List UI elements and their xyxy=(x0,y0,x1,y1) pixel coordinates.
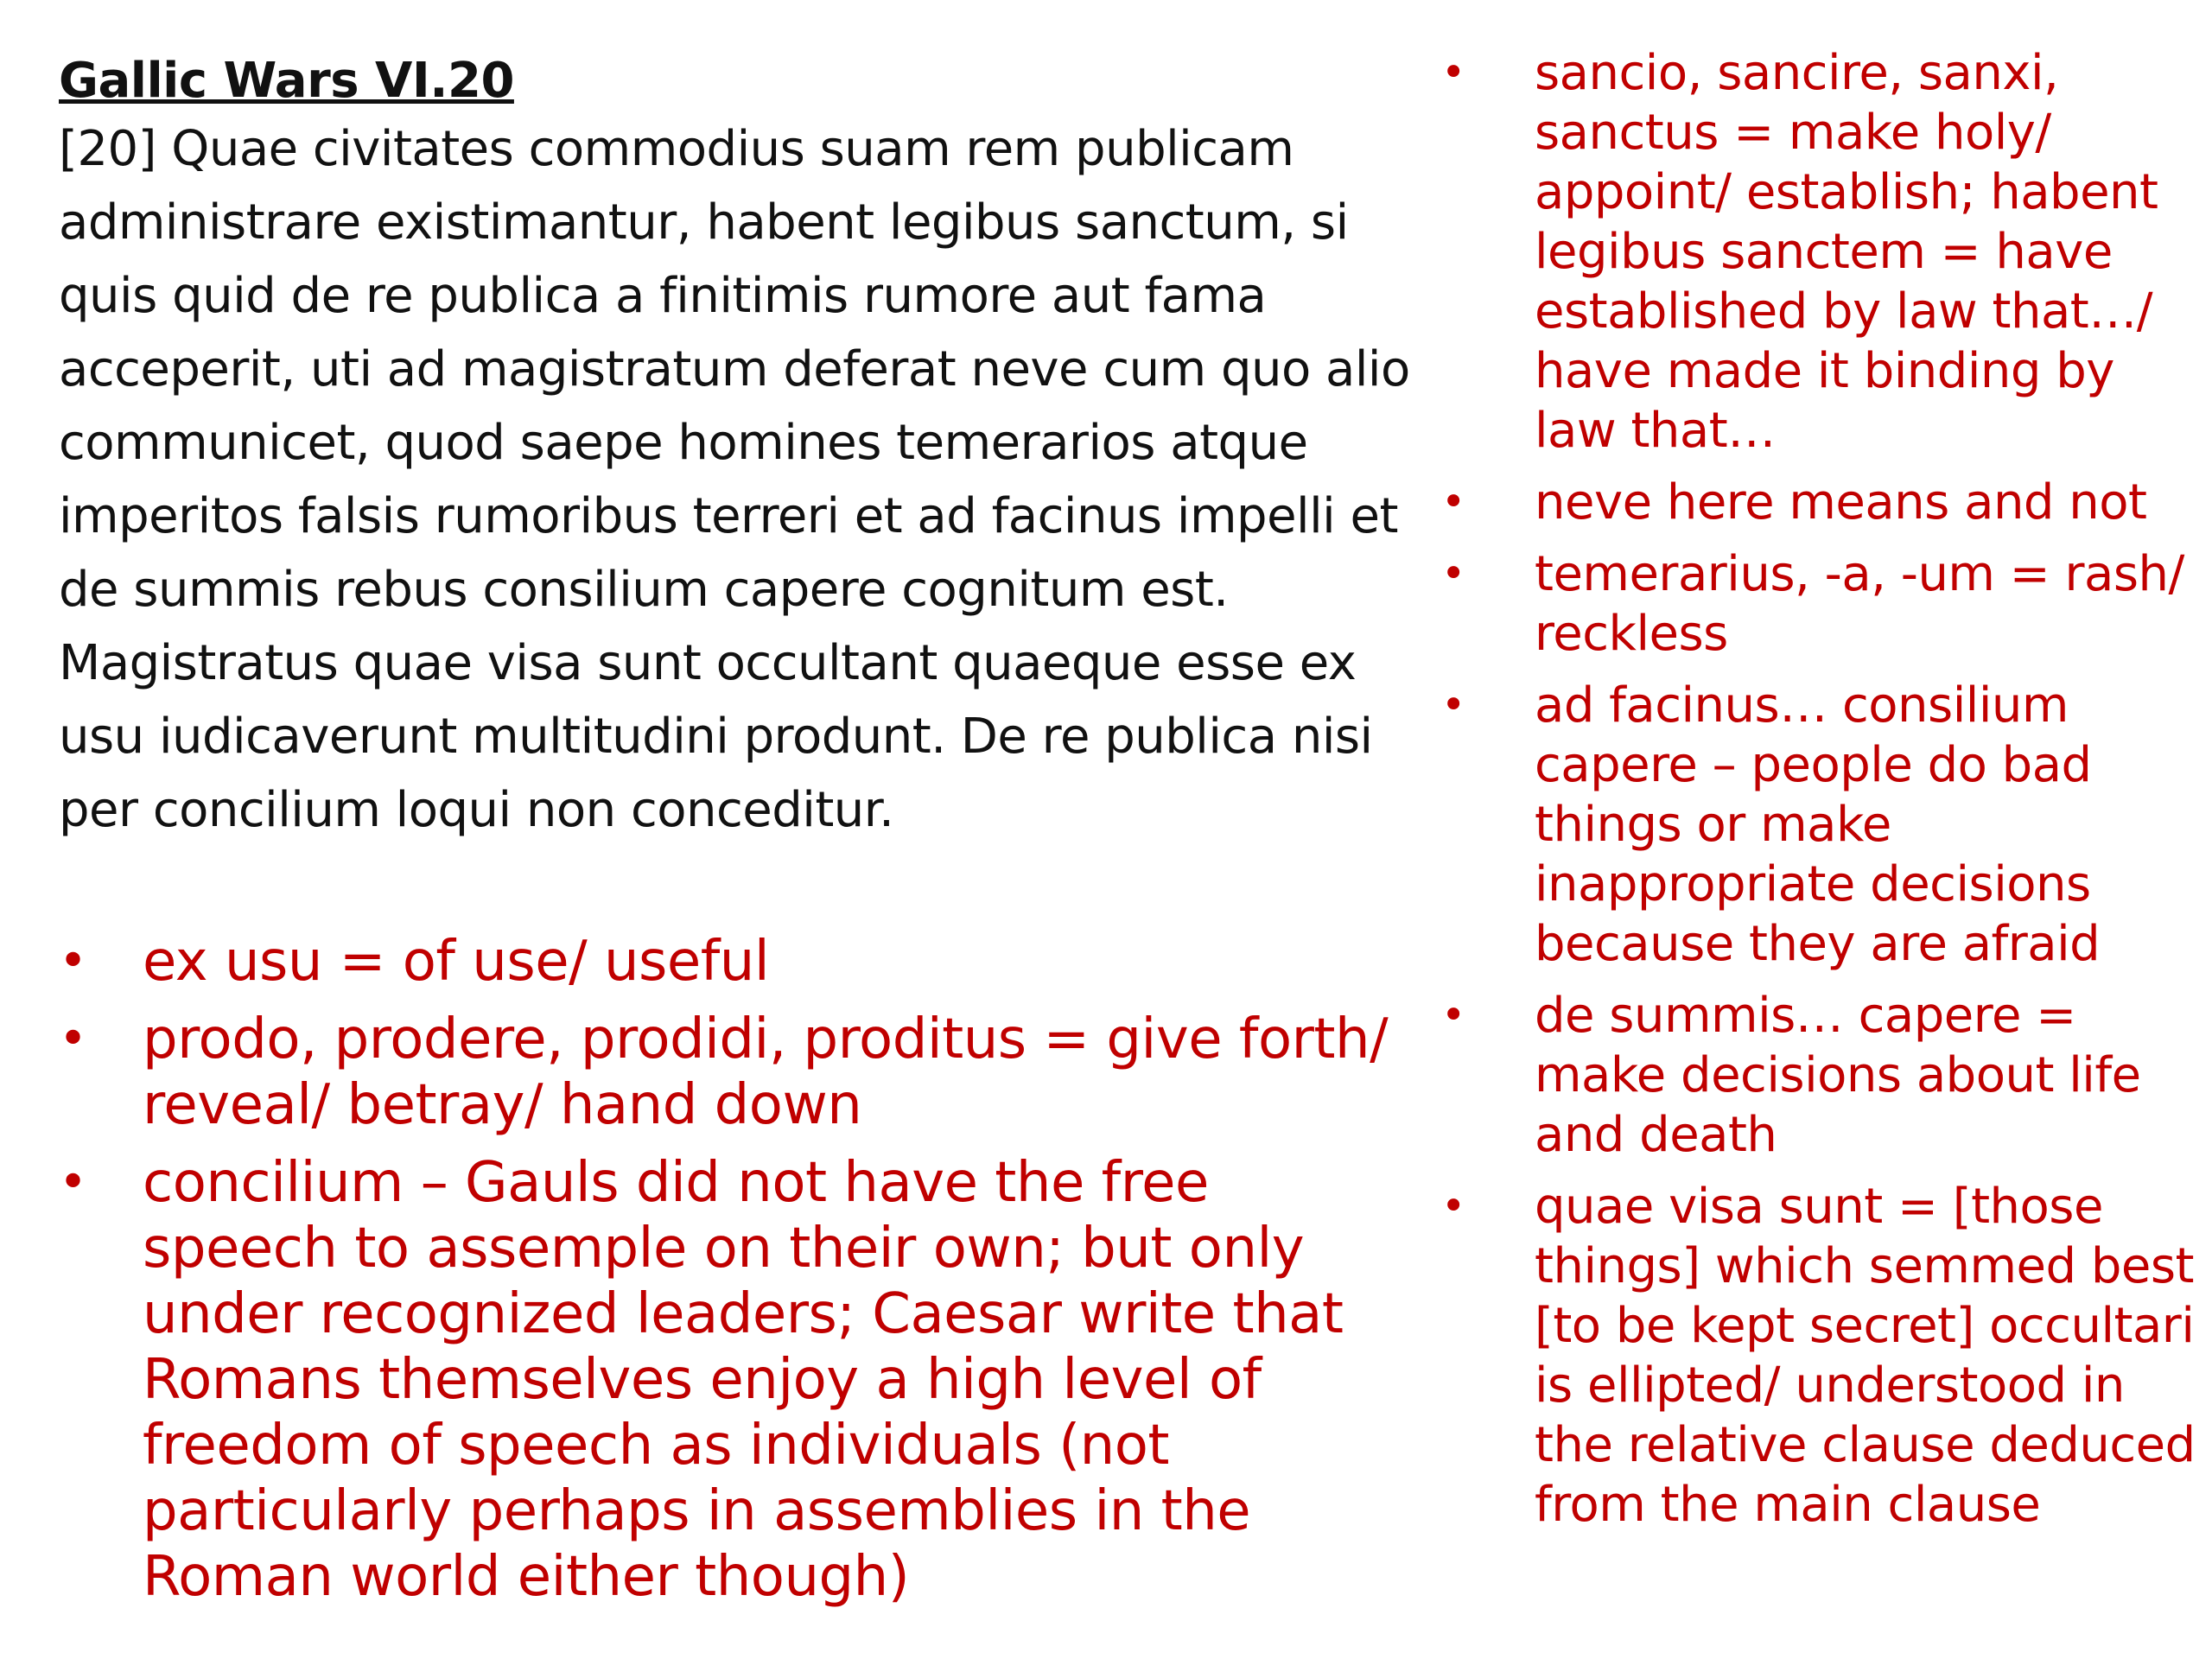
bullet-icon: • xyxy=(1441,1182,1465,1230)
note-text: concilium – Gauls did not have the free speech to assemple on their own; but only under recognized leaders; Caesar write that Romans themselves enjoy a high level of freedom of speech as individuals (not particularly perhaps in assemblies in the Roman world either though) xyxy=(143,1151,1344,1609)
latin-passage: [20] Quae civitates commodius suam rem publicam administrare existimantur, habent legibus sanctum, si quis quid de re publica a finitimis rumore aut fama acceperit, uti ad magistratum deferat neve cum quo alio communicet, quod saepe homines temerarios atque imperitos falsis rumoribus terreri et ad facinus impelli et de summis rebus consilium capere cognitum est. Magistratus quae visa sunt occultant quaeque esse ex usu iudicaverunt multitudini produnt. De re publica nisi per concilium loqui non conceditur. xyxy=(59,121,1410,838)
bullet-icon: • xyxy=(1441,478,1465,526)
note-item xyxy=(59,1150,1389,1610)
note-item xyxy=(1441,544,2202,664)
bullet-icon: • xyxy=(1441,550,1465,598)
note-text: quae visa sunt = [those things] which semmed best [to be kept secret] occultari is ellipted/ understood in the relative clause deduced from the main clause xyxy=(1535,1179,2196,1533)
note-text: ex usu = of use/ useful xyxy=(143,930,770,994)
note-text: ad facinus… consilium capere – people do bad things or make inappropriate decisions because they are afraid xyxy=(1535,677,2101,972)
note-item xyxy=(1441,986,2202,1165)
bullet-icon: • xyxy=(1441,681,1465,729)
note-text: prodo, prodere, prodidi, proditus = give forth/ reveal/ betray/ hand down xyxy=(143,1007,1389,1137)
note-text: temerarius, -a, -um = rash/ reckless xyxy=(1535,546,2184,662)
passage-column xyxy=(59,50,1441,847)
bullet-icon: • xyxy=(59,1154,87,1211)
note-text: sancio, sancire, sanxi, sanctus = make holy/ appoint/ establish; habent legibus sanctem = have established by law that…/ have made it binding by law that… xyxy=(1535,45,2158,459)
bullet-icon: • xyxy=(1441,48,1465,97)
note-item xyxy=(59,929,1389,995)
right-notes-list xyxy=(1441,43,2202,1547)
bullet-icon: • xyxy=(59,1011,87,1067)
page-title: Gallic Wars VI.20 xyxy=(59,53,514,109)
bullet-icon: • xyxy=(59,933,87,989)
note-item xyxy=(59,1007,1389,1138)
left-notes-list xyxy=(59,929,1389,1622)
note-text: de summis… capere = make decisions about life and death xyxy=(1535,988,2141,1163)
bullet-icon: • xyxy=(1441,991,1465,1039)
note-item xyxy=(1441,473,2202,532)
note-item xyxy=(1441,1177,2202,1535)
note-text: neve here means and not xyxy=(1535,474,2147,531)
note-item xyxy=(1441,676,2202,974)
note-item xyxy=(1441,43,2202,461)
